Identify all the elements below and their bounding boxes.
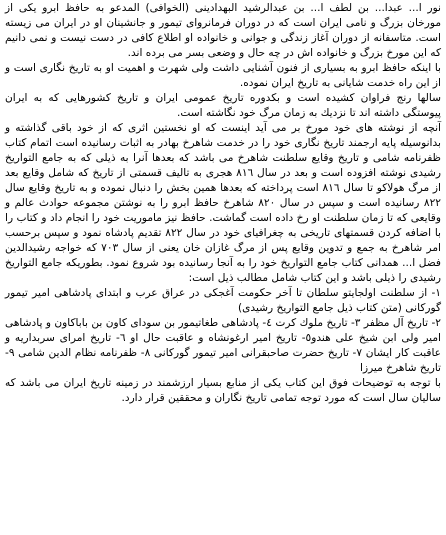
paragraph-contents-item-1: ١- از سلطنت اولجايتو سلطان تا آخر حكومت آغجكى در عراق عرب و ابتداى پادشاهى امير تيمور گوركانى (متن كتاب ذيل جامع التواريخ رشيدى)	[5, 287, 441, 314]
paragraph-contents-items-2-9: ٢- تاريخ آل مظفر ٣- تاريخ ملوك كرت ٤- پادشاهى طغاتيمور بن سوداى كاون بن باباكاون و پادشاهى امير ولى ابن شيخ على هندو٥- تاريخ امير ارغونشاه و عاقبت حال او ٦- تاريخ امراى سربداريه و عاقبت كار ايشان ٧- تاريخ حضرت صاحبقرانى امير تيمور گوركانى ٨- ظفرنامه نظام الدين شامى ٩- تاريخ شاهرخ ميرزا	[5, 317, 441, 374]
paragraph-labors: سالها رنج فراوان كشيده است و بكدوره تاريخ عمومى ايران و تاريخ كشورهايى كه به ايران پيوستگى داشته اند تا نزديك به زمان مرگ خود نگاشته است.	[5, 92, 441, 119]
paragraph-biography: نور ا... عبدا... بن لطف ا... بن عبدالرشيد البهدادينى (الخوافى) المدعو به حافظ ابرو يكى از مورخان بزرگ و نامى ايران است كه در دوران فرمانرواى تيمور و جانشينان او در ايران مى زيسته است. متاسفانه از دوران آغاز زندگى و جوانى و خانواده او اطلاع كافى در دست نيست و نمى دانيم كه اين مورخ بزرگ و خانواده اش در چه حال و وضعى بسر مى برده اند.	[5, 2, 441, 59]
paragraph-reputation: با اينكه حافظ ابرو به بسيارى از فنون آشنايى داشت ولى شهرت و اهميت او به تاريخ نگارى است و از اين راه خدمت شايانى به تاريخ ايران نموده.	[5, 62, 441, 89]
paragraph-conclusion: با توجه به توضيحات فوق اين كتاب يكى از منابع بسيار ارزشمند در زمينه تاريخ ايران مى باشد كه ساليان سال است كه مورد توجه تمامى تاريخ نگاران و محققين قرار دارد.	[5, 377, 441, 404]
paragraph-works: آنچه از نوشته هاى خود مورخ بر مى آيد اينست كه او نخستين اثرى كه از خود باقى گذاشته و بدانوسيله پايه ارجمند تاريخ نگارى خود را در خدمت شاهرخ بهادر به اثبات رسانيده است اتمام كتاب ظفرنامه شامى و تاريخ وقايع سلطنت شاهرخ مى باشد كه بعدها آنرا به ذيلى كه به جامع التواريخ رشيدى نوشته افزوده است و بعد در سال ٨١٦ هجرى به تاليف قسمتى از تاريخ كه شامل وقايع بعد از مرگ هولاكو تا سال ٨١٦ است پرداخته كه بعدها همين بخش را دنبال نموده و به تاريخ وقايع سال ٨٢٢ رسانيده است و سپس در سال ٨٢٠ شاهرخ حافظ ابرو را به نوشتن مجموعه حوادث عالم و وقايعى كه تا زمان سلطنت او رخ داده است گماشت. حافظ نيز ماموريت خود را انجام داد و كتاب را با اضافه كردن قسمتهاى تاريخى به چغرافياى خود در سال ٨٢٢ تقديم پادشاه نمود و سپس برحسب امر شاهرخ به جمع و تدوين وقايع پس از مرگ غازان خان يعنى از سال ٧٠٣ كه خواجه رشيدالدين فضل ا... همدانى كتاب جامع التواريخ خود را به آنجا رسانيده بود شروع نمود. بطوريكه جامع التواريخ رشيدى را ذيلى باشد و اين كتاب شامل مطالب ذيل است:	[5, 122, 442, 284]
